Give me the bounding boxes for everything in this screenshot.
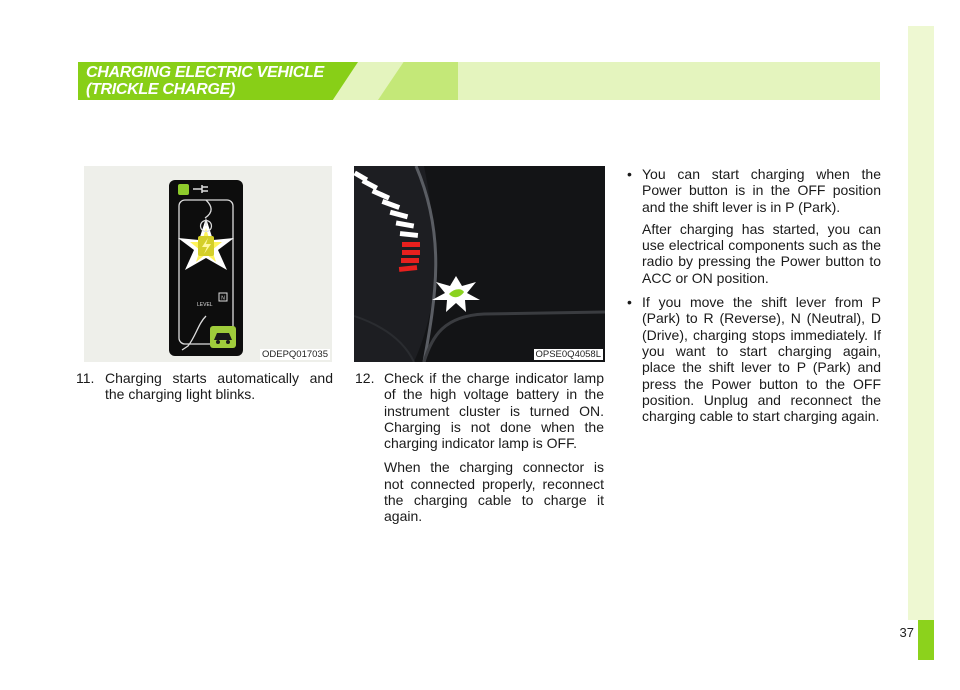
section-title <box>86 64 324 98</box>
level-label: LEVEL <box>197 302 213 308</box>
level-n-label: N <box>221 295 225 302</box>
step-text: Charging starts automatically and the charging light blinks. <box>105 370 333 403</box>
page-number: 37 <box>899 625 914 640</box>
charging-panel-illustration <box>84 166 332 362</box>
column-1 <box>76 370 333 403</box>
column-2 <box>355 370 604 525</box>
figure-charging-panel <box>84 166 332 362</box>
bullet-symbol: • <box>627 294 632 311</box>
instrument-cluster-illustration <box>354 166 605 362</box>
bullet-item <box>624 294 881 424</box>
section-title-line1: CHARGING ELECTRIC VEHICLE <box>86 64 324 81</box>
side-page-tab <box>918 620 934 660</box>
side-margin-band <box>908 26 934 620</box>
step-item <box>76 370 333 403</box>
column-3 <box>624 166 881 430</box>
step-text: Check if the charge indicator lamp of the high voltage battery in the instrument cluster is turned ON. Charging is not done when the charging indicator lamp is OFF. <box>384 370 604 452</box>
figure-code: ODEPQ017035 <box>261 349 328 360</box>
section-header <box>78 62 880 100</box>
bullet-symbol: • <box>627 166 632 182</box>
step-number: 11. <box>76 370 95 386</box>
bullet-text: You can start charging when the Power button is in the OFF position and the shift lever is in P (Park). <box>642 166 881 215</box>
bullet-note: After charging has started, you can use electrical components such as the radio by pressing the Power button to ACC or ON position. <box>642 220 881 286</box>
section-title-line2: (TRICKLE CHARGE) <box>86 81 235 98</box>
bullet-text: If you move the shift lever from P (Park) to R (Reverse), N (Neutral), D (Drive), charging stops immediately. If you want to start charging again, place the shift lever to P (Park) and press the Power button to the OFF position. Unplug and reconnect the charging cable to start charging again. <box>642 294 881 425</box>
bullet-item <box>624 166 881 215</box>
step-number: 12. <box>355 370 375 386</box>
step-note: When the charging connector is not connected properly, reconnect the charging cable to charge it again. <box>384 459 604 525</box>
plug-status-icon <box>178 184 189 195</box>
step-item <box>355 370 604 451</box>
figure-code: OPSE0Q4058L <box>535 349 601 360</box>
figure-instrument-cluster <box>354 166 605 362</box>
